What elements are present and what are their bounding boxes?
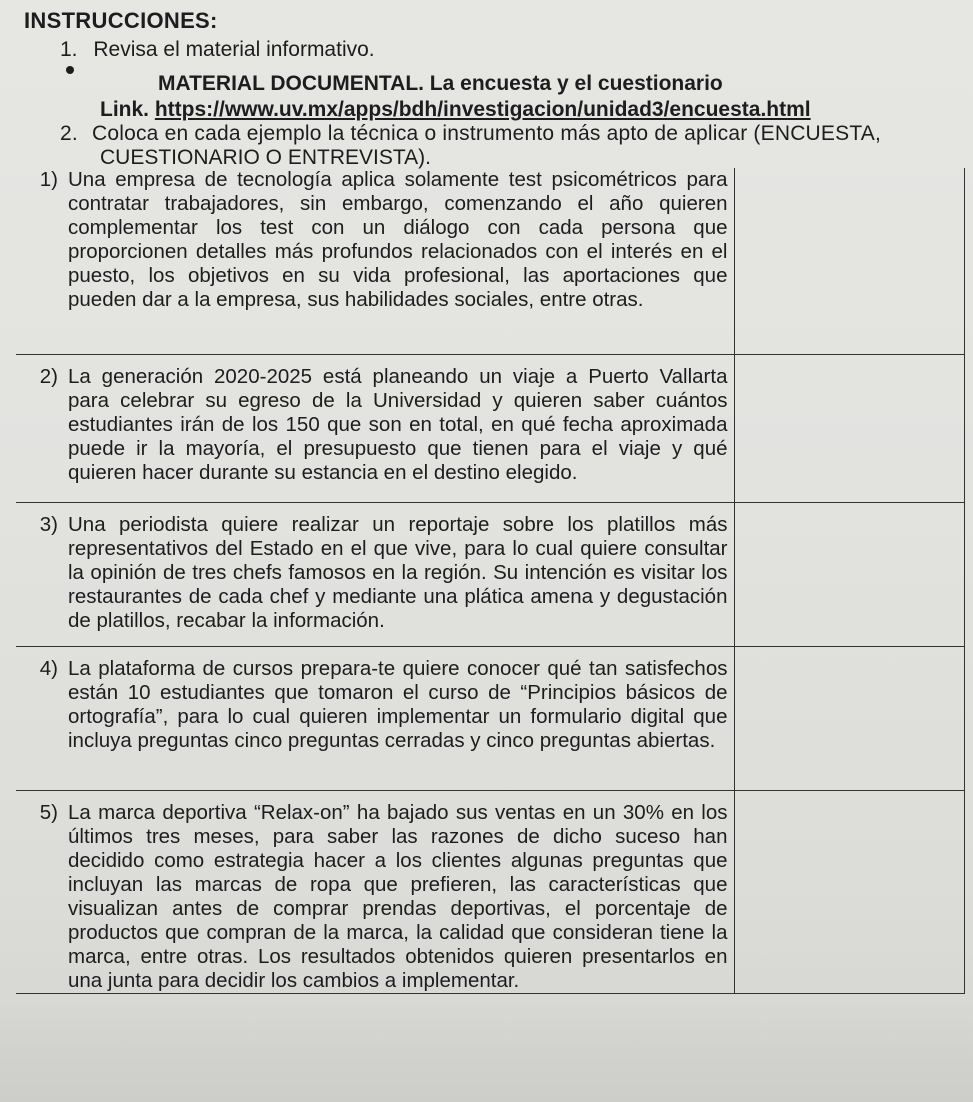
question-number: 4) [39,656,58,680]
table-row [16,354,964,502]
exercise-table [16,168,965,994]
question-text: La plataforma de cursos prepara-te quiere conocer qué tan satisfechos están 10 estudiantes que tomaron el curso de “Principios básicos de ortografía”, para lo cual quieren implementar un formulario digital que incluya preguntas cinco preguntas cerradas y cinco preguntas abiertas. [68,656,728,752]
question-number: 5) [39,800,58,824]
question-text: La marca deportiva “Relax-on” ha bajado sus ventas en un 30% en los últimos tres meses, para saber las razones de dicho suceso han decidido como estrategia hacer a los clientes algunas preguntas que incluyan las marcas de ropa que prefieren, las características que visualizan antes de comprar prendas deportivas, el porcentaje de productos que compran de la marca, la calidad que consideran tiene la marca, entre otras. Los resultados obtenidos quieren presentarlos en una junta para decidir los cambios a implementar. [68,800,728,992]
material-title: MATERIAL DOCUMENTAL. La encuesta y el cuestionario [158,72,723,95]
question-text: Una periodista quiere realizar un reportaje sobre los platillos más representativos del Estado en el que vive, para lo cual quiere consultar la opinión de tres chefs famosos en la región. Su intención es visitar los restaurantes de cada chef y mediante una plática amena y degustación de platillos, recabar la información. [68,512,728,632]
table-row [16,168,964,354]
answer-cell[interactable] [734,354,964,502]
link-line [100,98,811,122]
step-2 [60,122,881,146]
question-text: Una empresa de tecnología aplica solamente test psicométricos para contratar trabajadores, sin embargo, comenzando el año quieren complementar los test con un diálogo con cada persona que proporcionen detalles más profundos relacionados con el interés en el puesto, los objetivos en su vida profesional, las aportaciones que pueden dar a la empresa, sus habilidades sociales, entre otras. [68,168,728,311]
answer-cell[interactable] [734,168,964,354]
answer-cell[interactable] [734,502,964,646]
question-number: 2) [39,364,58,388]
step-2-number: 2. [60,122,78,145]
answer-cell[interactable] [734,790,964,993]
material-link[interactable]: https://www.uv.mx/apps/bdh/investigacion/unidad3/encuesta.html [154,98,811,121]
question-cell [16,502,734,646]
instructions-heading: INSTRUCCIONES: [24,8,218,33]
question-number: 1) [39,168,58,191]
question-cell [16,790,734,993]
step-2-continuation: CUESTIONARIO O ENTREVISTA). [100,146,431,169]
question-cell [16,646,734,790]
question-number: 3) [39,512,58,536]
question-cell [16,168,734,354]
question-cell [16,354,734,502]
step-1-text: Revisa el material informativo. [93,38,375,61]
answer-cell[interactable] [734,646,964,790]
page-shadow [0,1000,973,1102]
table-row [16,502,964,646]
table-row [16,790,964,993]
step-2-text: Coloca en cada ejemplo la técnica o instrumento más apto de aplicar (ENCUESTA, [91,122,882,145]
step-1-number: 1. [60,38,78,61]
link-label: Link. [100,98,150,121]
bullet-icon [66,66,74,74]
table-row [16,646,964,790]
question-text: La generación 2020-2025 está planeando un viaje a Puerto Vallarta para celebrar su egreso de la Universidad y quieren saber cuántos estudiantes irán de los 150 que son en total, en qué fecha aproximada puede ir la mayoría, el presupuesto que tienen para el viaje y qué quieren hacer durante su estancia en el destino elegido. [68,364,728,484]
step-1 [60,38,375,62]
